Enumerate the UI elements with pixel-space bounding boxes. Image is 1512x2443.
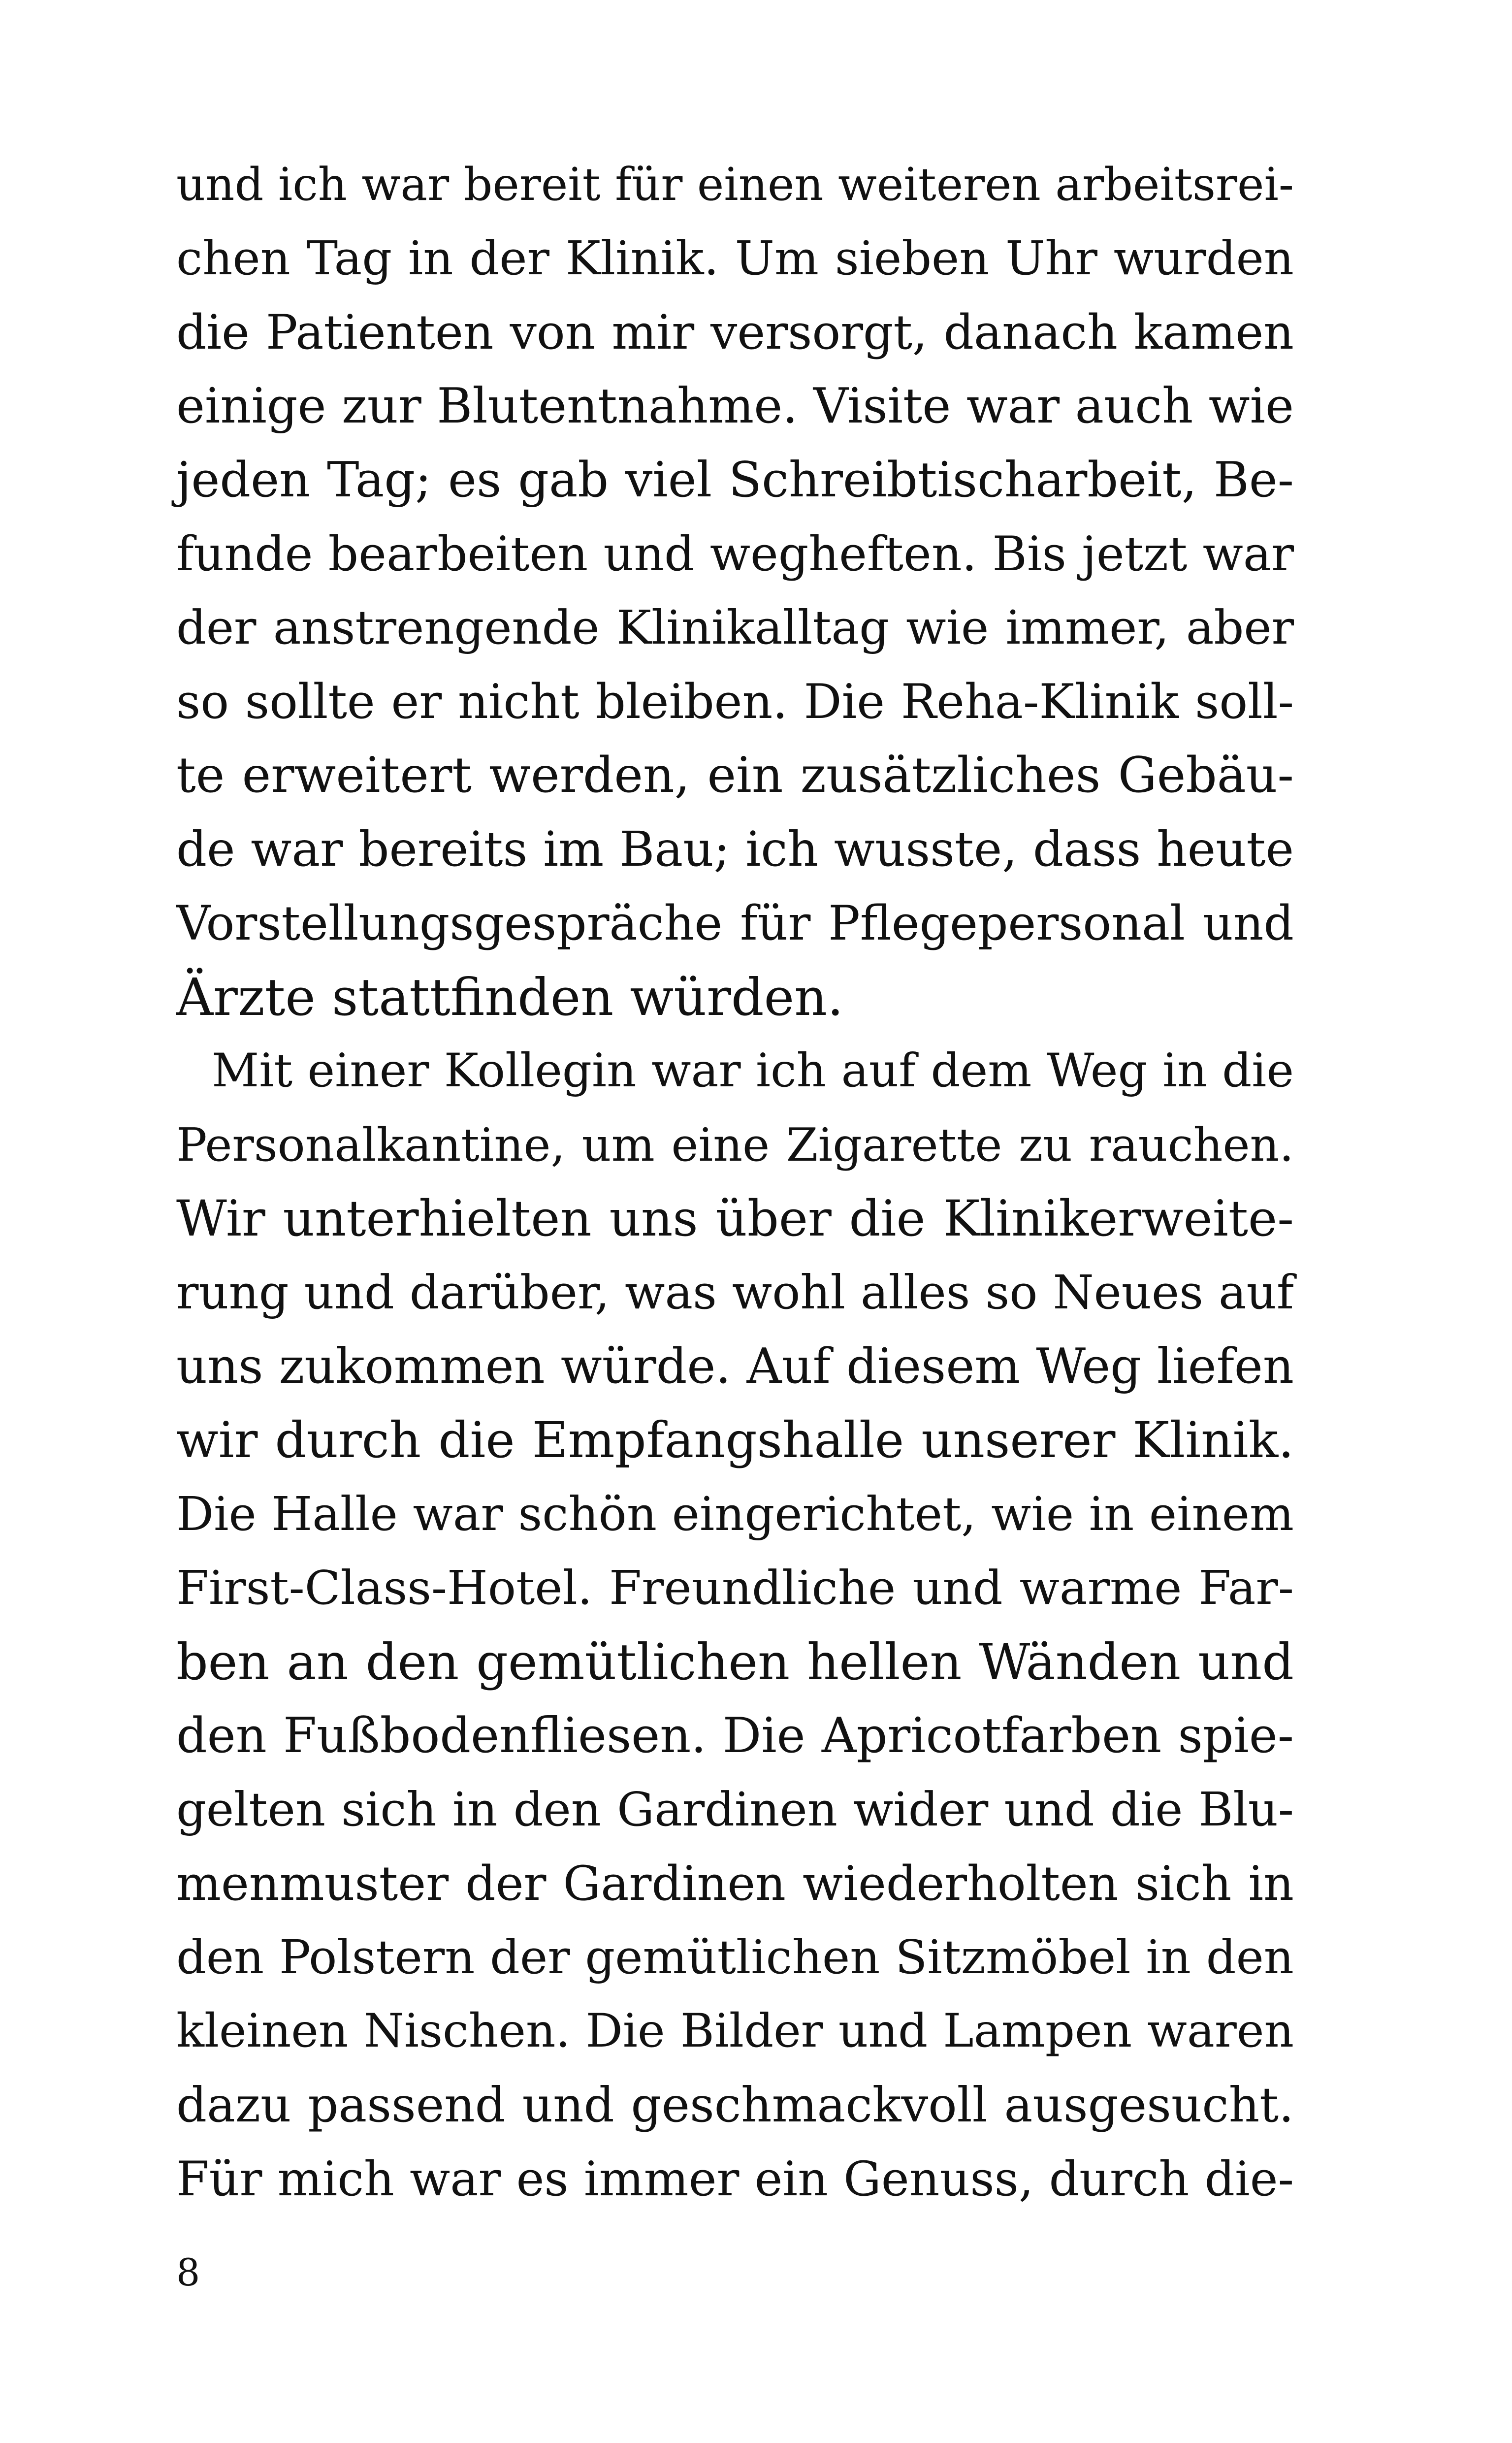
text-line: ben an den gemütlichen hellen Wänden und bbox=[176, 1633, 1294, 1691]
text-line: First-Class-Hotel. Freundliche und warme Far- bbox=[176, 1561, 1294, 1615]
text-line: kleinen Nischen. Die Bilder und Lampen waren bbox=[176, 2004, 1294, 2058]
text-line: Für mich war es immer ein Genuss, durch die- bbox=[176, 2151, 1294, 2207]
text-line: chen Tag in der Klinik. Um sieben Uhr wurden bbox=[176, 231, 1294, 286]
text-line: menmuster der Gardinen wiederholten sich in bbox=[176, 1856, 1294, 1911]
text-line: die Patienten von mir versorgt, danach kamen bbox=[176, 305, 1294, 360]
text-line: funde bearbeiten und wegheften. Bis jetzt war bbox=[176, 526, 1294, 582]
body-text bbox=[176, 148, 1294, 2216]
text-line: jeden Tag; es gab viel Schreibtischarbeit, Be- bbox=[176, 452, 1294, 508]
text-line: gelten sich in den Gardinen wider und die Blu- bbox=[176, 1783, 1294, 1837]
page-number: 8 bbox=[176, 2250, 200, 2294]
text-line: te erweitert werden, ein zusätzliches Gebäu- bbox=[176, 747, 1294, 804]
text-line: Die Halle war schön eingerichtet, wie in einem bbox=[176, 1487, 1294, 1541]
paragraph bbox=[176, 1034, 1294, 2216]
text-line: Personalkantine, um eine Zigarette zu rauchen. bbox=[176, 1118, 1294, 1172]
text-line: rung und darüber, was wohl alles so Neues auf bbox=[176, 1266, 1294, 1320]
text-line: einige zur Blutentnahme. Visite war auch wie bbox=[176, 378, 1294, 434]
paragraph bbox=[176, 148, 1294, 1034]
text-line: so sollte er nicht bleiben. Die Reha-Klinik soll- bbox=[176, 674, 1294, 729]
text-line: uns zukommen würde. Auf diesem Weg liefen bbox=[176, 1338, 1294, 1395]
text-line: den Polstern der gemütlichen Sitzmöbel in den bbox=[176, 1930, 1294, 1985]
text-line: den Fußbodenfliesen. Die Apricotfarben spie- bbox=[176, 1708, 1294, 1764]
text-line: wir durch die Empfangshalle unserer Klinik. bbox=[176, 1411, 1294, 1469]
text-line: Vorstellungsgespräche für Pflegepersonal und bbox=[176, 896, 1294, 951]
text-line: Mit einer Kollegin war ich auf dem Weg in die bbox=[212, 1044, 1294, 1098]
text-line: und ich war bereit für einen weiteren arbeitsrei- bbox=[176, 158, 1294, 211]
text-line: de war bereits im Bau; ich wusste, dass heute bbox=[176, 821, 1294, 877]
text-line: Ärzte stattfinden würden. bbox=[176, 967, 844, 1027]
text-line: der anstrengende Klinikalltag wie immer, aber bbox=[176, 601, 1294, 655]
text-line: Wir unterhielten uns über die Klinikerweite- bbox=[176, 1190, 1294, 1247]
text-line: dazu passend und geschmackvoll ausgesucht. bbox=[176, 2077, 1294, 2133]
